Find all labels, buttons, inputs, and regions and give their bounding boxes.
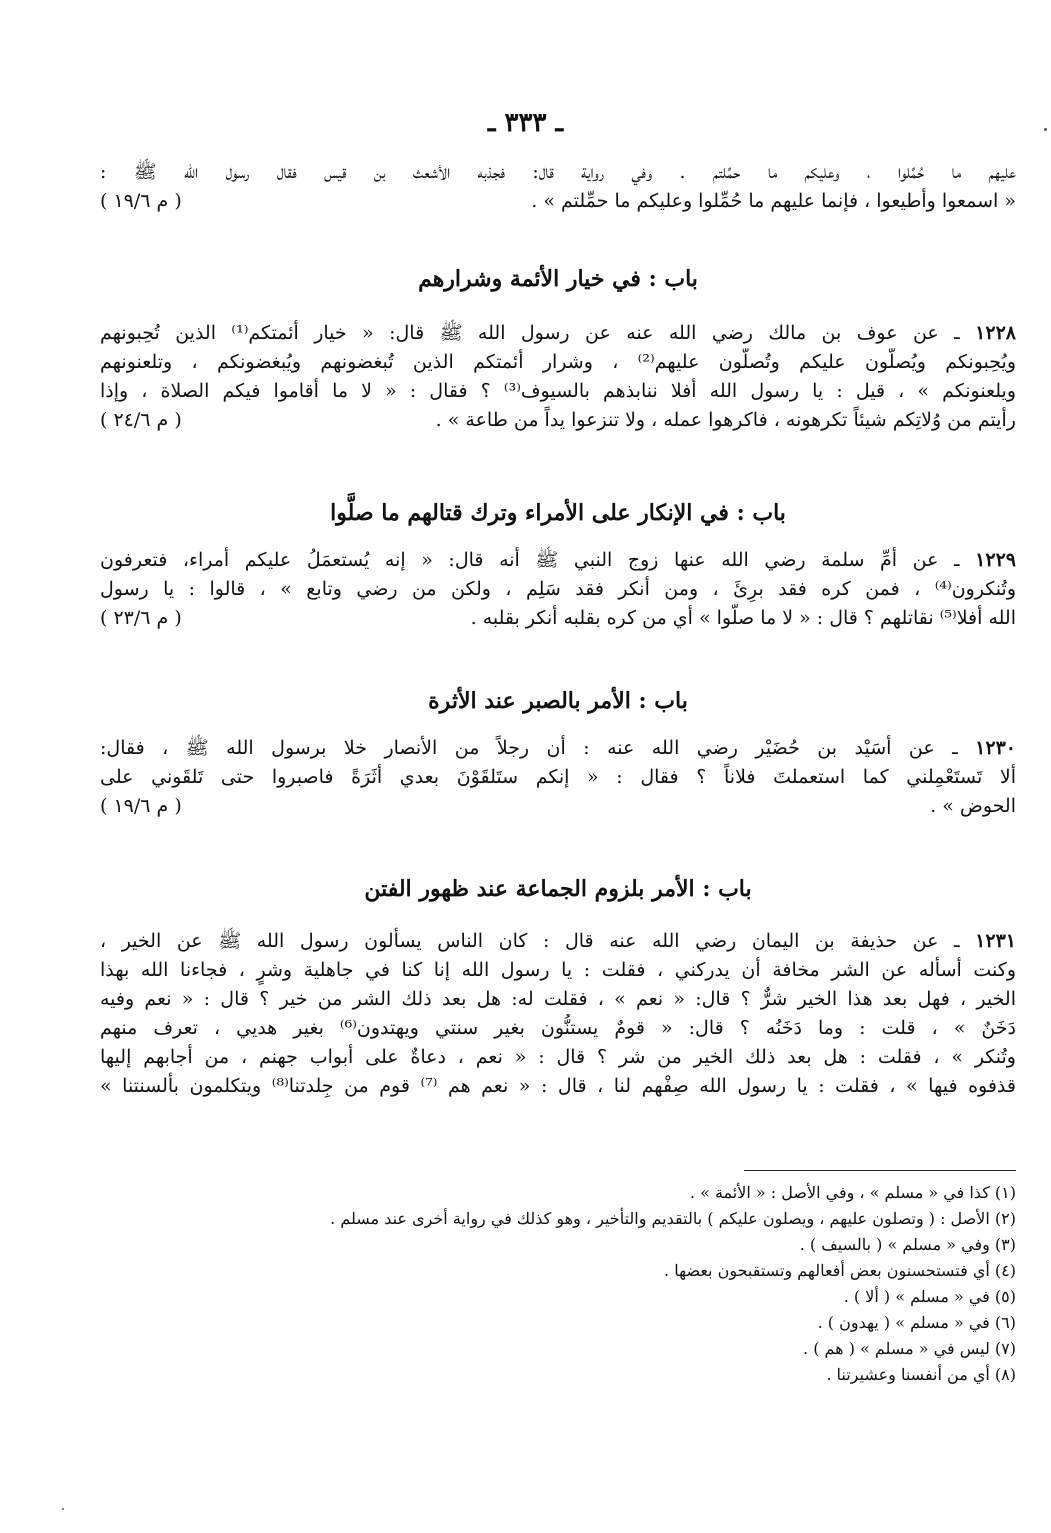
source-reference: ( م ١٩/٦ ) xyxy=(100,795,182,817)
hadith-1228 xyxy=(100,319,1016,435)
source-reference: ( م ٢٤/٦ ) xyxy=(100,409,182,431)
hadith-number: ١٢٢٨ xyxy=(975,322,1016,344)
text-line xyxy=(100,604,1016,633)
page-number: ـ ٣٣٣ ـ xyxy=(487,108,564,138)
chapter-heading: باب : الأمر بالصبر عند الأثرة xyxy=(428,688,688,714)
text-line-content: ـ عن أُسَيْد بن حُضَيْر رضي الله عنه : أن رجلاً من الأنصار خلا برسول الله ﷺ ، فقال: xyxy=(100,737,958,759)
text-line xyxy=(100,792,1016,821)
text-line xyxy=(100,319,1016,348)
footnote: (٤) أي فتستحسنون بعض أفعالهم وتستقبحون بعضها . xyxy=(664,1261,1016,1280)
text-line: وكنت أسأله عن الشر مخافة أن يدركني ، فقلت : يا رسول الله إنا كنا في جاهلية وشرٍ ، فجاءنا الله بهذا xyxy=(100,959,1016,981)
text-line xyxy=(100,546,1016,575)
text-line-content: رأيتم من وُلاتِكم شيئاً تكرهونه ، فاكرهوا عمله ، ولا تنزعوا يداً من طاعة » . xyxy=(435,409,1016,431)
footnotes xyxy=(100,1180,1016,1388)
text-line: وتُنكرون⁽⁴⁾ ، فمن كره فقد برِئَ ، ومن أنكر فقد سَلِم ، ولكن من رضي وتابع » ، قالوا : يا رسول xyxy=(100,578,1016,600)
footnote: (٨) أي من أنفسنا وعشيرتنا . xyxy=(826,1365,1016,1384)
text-line: الخير ، فهل بعد هذا الخير شرٌّ ؟ قال: « نعم » ، فقلت له: هل بعد ذلك الشر من خير ؟ قال : « نعم وفيه xyxy=(100,988,1016,1010)
text-line: ويُحِبونكم ويُصلُّون عليكم وتُصلُّون عليهم⁽²⁾ ، وشرار أئمتكم الذين تُبغضونهم ويُبغضونكم ، وتلعنونهم xyxy=(100,351,1016,373)
text-line-content: الحوض » . xyxy=(930,795,1016,817)
text-line-content: الله أفلا⁽⁵⁾ نقاتلهم ؟ قال : « لا ما صلَّوا » أي من كره بقلبه أنكر بقلبه . xyxy=(470,607,1016,629)
footnote: (١) كذا في « مسلم » ، وفي الأصل : « الأئمة » . xyxy=(689,1183,1016,1202)
text-line: ويلعنونكم » ، قيل : يا رسول الله أفلا ننابذهم بالسيوف⁽³⁾ ؟ فقال : « لا ما أقاموا فيكم الصلاة ، وإذا xyxy=(100,380,1016,402)
footnote: (٦) في « مسلم » ( يهدون ) . xyxy=(817,1313,1016,1332)
source-reference: ( م ١٩/٦ ) xyxy=(100,190,182,212)
text-line-content: ـ عن أمِّ سلمة رضي الله عنها زوج النبي ﷺ أنه قال: « إنه يُستعمَلُ عليكم أمراء، فتعرفون xyxy=(100,549,960,571)
chapter-heading: باب : في الإنكار على الأمراء وترك قتالهم ما صلَّوا xyxy=(330,500,786,526)
hadith-number: ١٢٢٩ xyxy=(975,549,1016,571)
text-line: عليهم ما حُمِّلوا ، وعليكم ما حمِّلتم . وفي رواية قال: فجذبه الأشعث بن قيس فقال رسول الله ﷺ : xyxy=(100,161,1016,183)
footnote-divider xyxy=(744,1170,1016,1171)
text-line xyxy=(100,406,1016,435)
text-line-content: ـ عن عوف بن مالك رضي الله عنه عن رسول الله ﷺ قال: « خيار أئمتكم⁽¹⁾ الذين تُحِبونهم xyxy=(100,322,960,344)
hadith-1230 xyxy=(100,734,1016,821)
footnote: (٣) وفي « مسلم » ( بالسيف ) . xyxy=(799,1235,1016,1254)
footnote: (٧) ليس في « مسلم » ( هم ) . xyxy=(803,1339,1016,1358)
footnote: (٢) الأصل : ( وتصلون عليهم ، ويصلون عليكم ) بالتقديم والتأخير ، وهو كذلك في رواية أخرى عند مسلم . xyxy=(330,1209,1016,1228)
text-line-content: « اسمعوا وأطيعوا ، فإنما عليهم ما حُمِّلوا وعليكم ما حمِّلتم » . xyxy=(531,190,1016,212)
text-line: ألا تَستَعْمِلني كما استعملتَ فلاناً ؟ فقال : « إنكم ستَلقَوْنَ بعدي أثَرَةً فاصبروا حتى تَلقَوني على xyxy=(100,766,1016,788)
text-line-content: ـ عن حذيفة بن اليمان رضي الله عنه قال : كان الناس يسألون رسول الله ﷺ عن الخير ، xyxy=(100,930,960,952)
source-reference: ( م ٢٣/٦ ) xyxy=(100,607,182,629)
text-line: دَخَنٌ » ، قلت : وما دَخَنُه ؟ قال: « قومٌ يستنُّون بغير سنتي ويهتدون⁽⁶⁾ بغير هديي ، تعرف منهم xyxy=(100,1017,1016,1039)
chapter-heading: باب : الأمر بلزوم الجماعة عند ظهور الفتن xyxy=(364,876,752,902)
chapter-heading: باب : في خيار الأئمة وشرارهم xyxy=(418,266,698,292)
text-line xyxy=(100,187,1016,216)
hadith-1231 xyxy=(100,927,1016,1101)
text-line: وتُنكر » ، فقلت : هل بعد ذلك الخير من شر ؟ قال : « نعم ، دعاةٌ على أبواب جهنم ، من أجابهم إليها xyxy=(100,1046,1016,1068)
intro-paragraph xyxy=(100,158,1016,216)
hadith-1229 xyxy=(100,546,1016,633)
text-line: قذفوه فيها » ، فقلت : يا رسول الله صِفْهم لنا ، قال : « نعم هم ⁽⁷⁾ قوم من جِلدتنا⁽⁸⁾ ويتكلمون بألسنتنا » xyxy=(100,1075,1016,1097)
text-line xyxy=(100,927,1016,956)
text-line xyxy=(100,734,1016,763)
scan-speck xyxy=(62,1508,64,1510)
hadith-number: ١٢٣٠ xyxy=(975,737,1016,759)
footnote: (٥) في « مسلم » ( ألا ) . xyxy=(843,1287,1016,1306)
hadith-number: ١٢٣١ xyxy=(975,930,1016,952)
scan-speck xyxy=(1044,128,1047,131)
